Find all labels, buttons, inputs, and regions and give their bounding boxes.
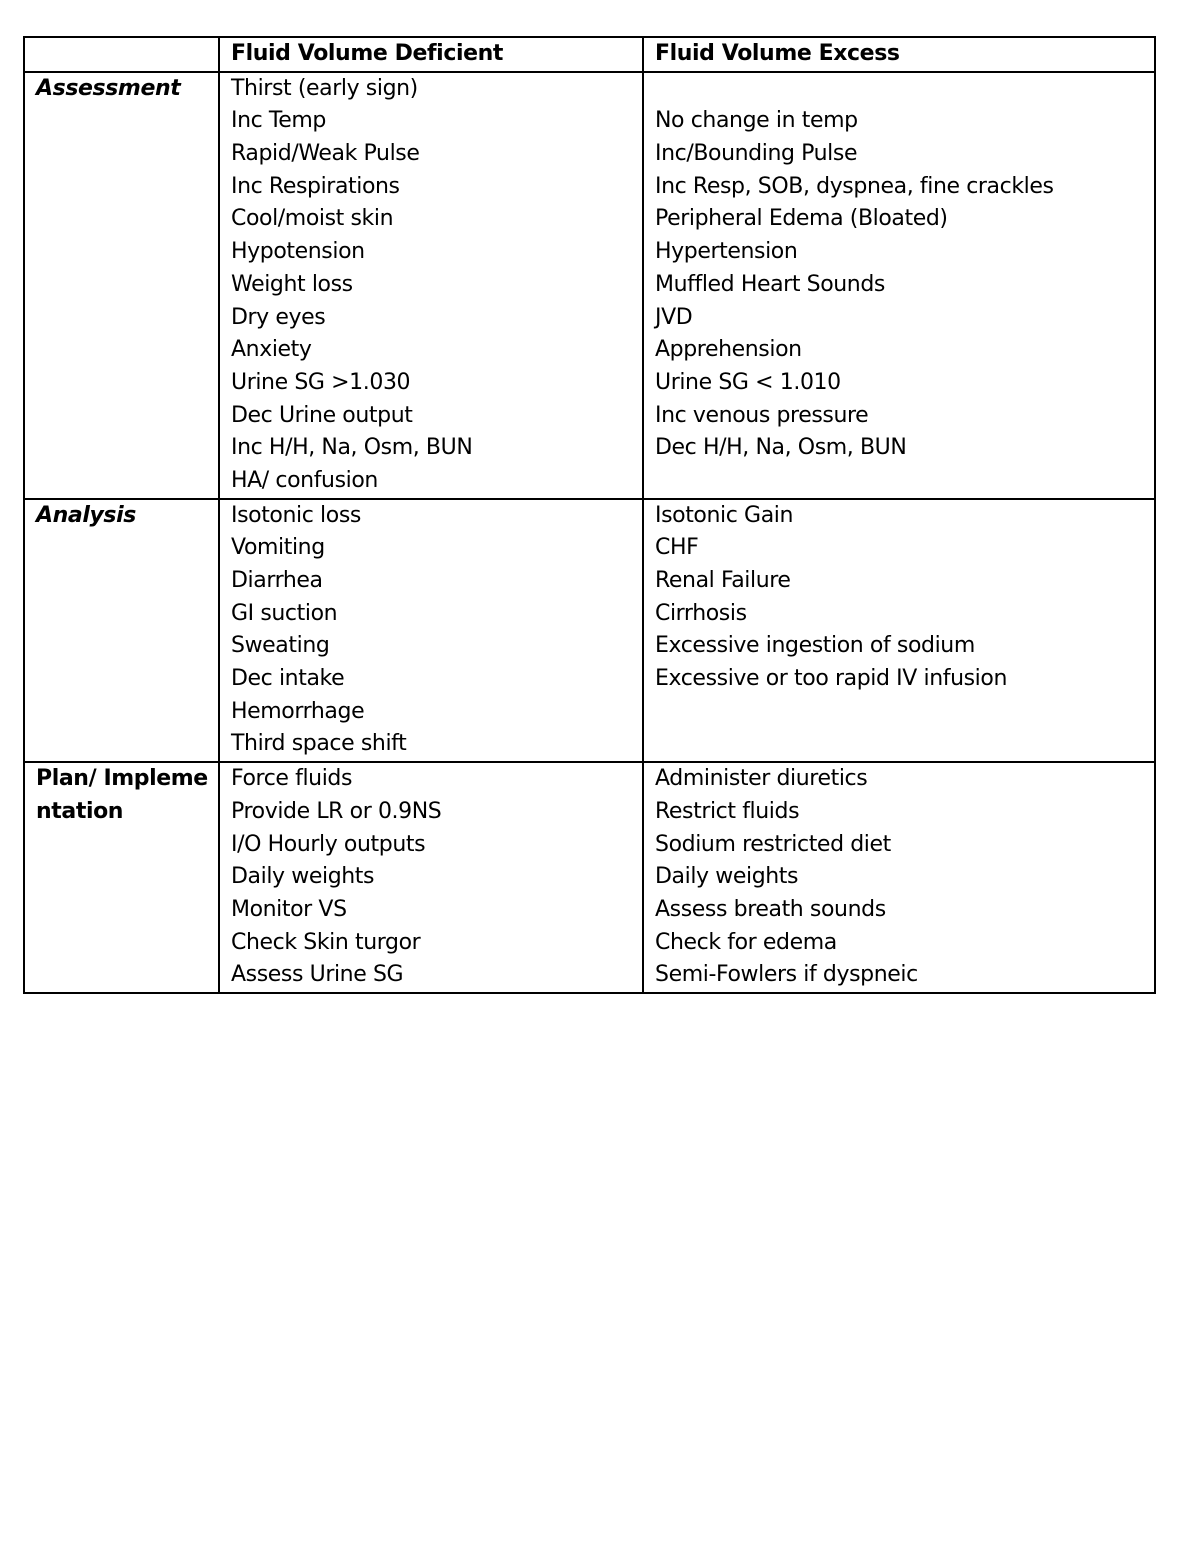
plan-excess-cell [643,762,1155,993]
list-item: Inc Resp, SOB, dyspnea, fine crackles [655,173,1054,199]
list-item: Third space shift [231,731,407,757]
fluid-volume-table [23,36,1156,994]
list-item: Peripheral Edema (Bloated) [655,206,948,232]
list-item: Weight loss [231,271,353,297]
list-item: Hypertension [655,239,798,265]
plan-deficient-cell [219,762,643,993]
list-item: Hemorrhage [231,698,365,724]
analysis-row [24,499,1155,763]
list-item: Excessive or too rapid IV infusion [655,666,1007,692]
list-item: Dec H/H, Na, Osm, BUN [655,435,907,461]
list-item: Assess Urine SG [231,962,404,988]
list-item: Cool/moist skin [231,206,394,232]
row-label-analysis: Analysis [24,499,219,763]
list-item: Inc H/H, Na, Osm, BUN [231,435,473,461]
list-item: Renal Failure [655,568,791,594]
list-item: Isotonic Gain [655,502,794,528]
list-item-blank [655,73,1154,106]
list-item: Cirrhosis [655,600,747,626]
list-item: Sodium restricted diet [655,831,891,857]
list-item: Vomiting [231,535,325,561]
list-item: Check for edema [655,929,837,955]
list-item: Diarrhea [231,568,323,594]
list-item: Urine SG < 1.010 [655,369,841,395]
list-item: Restrict fluids [655,798,800,824]
list-item: Inc/Bounding Pulse [655,141,858,167]
list-item: GI suction [231,600,338,626]
list-item: Daily weights [231,864,375,890]
assessment-row [24,72,1155,499]
list-item: Force fluids [231,766,353,792]
list-item: Inc venous pressure [655,402,869,428]
list-item: Dec intake [231,666,345,692]
list-item: Apprehension [655,337,802,363]
list-item: Inc Temp [231,108,326,134]
analysis-excess-cell [643,499,1155,763]
list-item: Isotonic loss [231,502,361,528]
list-item: No change in temp [655,108,858,134]
list-item: Excessive ingestion of sodium [655,633,975,659]
list-item: Semi-Fowlers if dyspneic [655,962,918,988]
list-item: Provide LR or 0.9NS [231,798,442,824]
list-item: HA/ confusion [231,467,378,493]
header-cell-deficient: Fluid Volume Deficient [219,37,643,72]
list-item: CHF [655,535,699,561]
header-cell-blank [24,37,219,72]
list-item: Dec Urine output [231,402,413,428]
list-item: Muffled Heart Sounds [655,271,885,297]
list-item: Check Skin turgor [231,929,421,955]
list-item: Rapid/Weak Pulse [231,141,420,167]
list-item: Urine SG >1.030 [231,369,411,395]
list-item: Administer diuretics [655,766,868,792]
list-item: Dry eyes [231,304,326,330]
row-label-assessment: Assessment [24,72,219,499]
list-item: Thirst (early sign) [231,75,418,101]
list-item: Anxiety [231,337,312,363]
assessment-excess-cell [643,72,1155,499]
analysis-deficient-cell [219,499,643,763]
list-item: Sweating [231,633,330,659]
plan-implementation-row [24,762,1155,993]
list-item: Assess breath sounds [655,896,886,922]
list-item: Daily weights [655,864,799,890]
list-item: I/O Hourly outputs [231,831,426,857]
list-item: JVD [655,304,693,330]
header-cell-excess: Fluid Volume Excess [643,37,1155,72]
list-item: Hypotension [231,239,365,265]
list-item: Monitor VS [231,896,347,922]
row-label-plan-implementation: Plan/ Implementation [24,762,219,993]
assessment-deficient-cell [219,72,643,499]
header-row [24,37,1155,72]
list-item: Inc Respirations [231,173,400,199]
